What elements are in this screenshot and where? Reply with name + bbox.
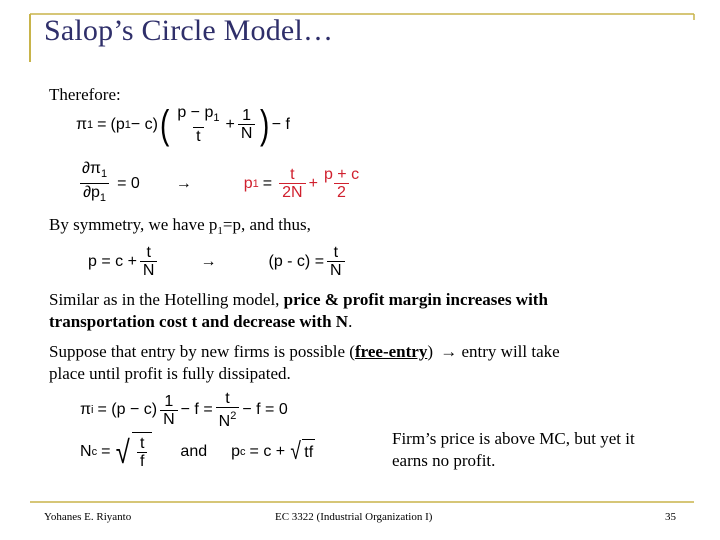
symmetry-post: =p, and thus, (222, 215, 311, 234)
p-superscript: c (240, 446, 246, 458)
frac-denominator: 2N (279, 183, 305, 201)
frac-numerator: t (225, 390, 230, 407)
equation-equilibrium (80, 432, 315, 472)
footer-course: EC 3322 (Industrial Organization I) (275, 511, 433, 523)
p1-subscript: 1 (252, 177, 259, 190)
n-symbol: N (80, 443, 92, 460)
margin-lhs: (p - c) = (268, 252, 325, 270)
frac-den-sup: 2 (230, 410, 237, 422)
fraction-t-over-f (137, 435, 147, 470)
frac-den: N (218, 413, 231, 430)
price-lhs: p = c + (88, 252, 137, 270)
d-den-sub: 1 (99, 192, 106, 204)
symmetry-text (49, 214, 311, 242)
sqrt-tf (289, 439, 315, 465)
d-den: ∂p (83, 184, 100, 201)
minus-c: − c) (130, 115, 158, 133)
frac-numerator: t (290, 166, 295, 183)
frac-denominator: f (137, 452, 147, 470)
n-superscript: c (91, 446, 98, 458)
minus-f-zero: − f = 0 (242, 401, 288, 418)
equation-foc (76, 160, 365, 207)
partial-derivative (79, 160, 110, 207)
fraction-p-plus-c (321, 166, 362, 201)
equals: = (262, 174, 273, 192)
right-paren: ) (260, 102, 270, 147)
pi-subscript: i (91, 404, 94, 416)
therefore-label: Therefore: (49, 85, 121, 104)
arrow-icon: → (440, 342, 458, 361)
entry-pre: Suppose that entry by new firms is possible ( (49, 342, 355, 361)
frac-denominator: N (327, 261, 345, 279)
implies-arrow: → (200, 252, 217, 270)
minus-f-equals: − f = (180, 401, 213, 418)
sqrt-content: tf (302, 439, 315, 465)
hotelling-end: . (348, 312, 353, 331)
frac-num-sub: 1 (213, 112, 220, 124)
p-subscript: 1 (124, 118, 131, 131)
d-num: ∂π (82, 160, 101, 177)
equation-zero-profit (80, 390, 288, 430)
symmetry-sub: 1 (217, 225, 223, 237)
hotelling-paragraph (49, 289, 669, 333)
entry-tail: entry will take (457, 342, 560, 361)
equation-profit (76, 104, 290, 145)
equals: = (101, 443, 111, 460)
d-num-sub: 1 (100, 168, 108, 180)
equals: = (97, 115, 107, 133)
p-symbol: p (231, 443, 241, 460)
frac-numerator: 1 (242, 107, 252, 124)
fraction-t-over-n (140, 244, 158, 279)
note-line-1: Firm’s price is above MC, but yet it (392, 429, 635, 448)
entry-line-2: place until profit is fully dissipated. (49, 364, 291, 383)
frac-denominator: 2 (334, 183, 349, 201)
footer-author: Yohanes E. Riyanto (44, 511, 132, 523)
p1-symbol: p (243, 174, 253, 192)
frac-numerator: t (146, 244, 151, 261)
fraction-one-over-n (160, 393, 178, 428)
equals-zero: = 0 (117, 174, 140, 192)
frac-numerator: 1 (164, 392, 174, 410)
hotelling-bold-2: transportation cost t and decrease with N (49, 312, 349, 331)
left-paren: ( (159, 102, 170, 147)
slide-title: Salop’s Circle Model… (44, 14, 334, 47)
frac-denominator: N (238, 124, 256, 142)
paren-p: (p (110, 115, 125, 133)
frac-denominator: N (140, 261, 158, 279)
frac-numerator: p − p (177, 104, 214, 121)
plus: + (308, 174, 318, 192)
sqrt-t-over-f (114, 432, 152, 472)
frac-numerator: t (333, 244, 339, 261)
and-word: and (180, 443, 208, 460)
fraction-one-over-n (238, 107, 256, 142)
frac-numerator: p + c (323, 166, 360, 183)
fraction-t-over-n-2 (327, 244, 345, 279)
equation-symmetric-price (88, 244, 348, 279)
hotelling-bold-1: price & profit margin increases with (283, 290, 548, 309)
minus-f: − f (271, 115, 290, 133)
radical-icon: √ (116, 434, 131, 470)
implies-arrow: → (175, 174, 192, 192)
firm-price-note (392, 428, 682, 472)
frac-denominator: N (160, 410, 178, 428)
footer-page-number: 35 (665, 511, 676, 523)
hotelling-pre: Similar as in the Hotelling model, (49, 290, 284, 309)
plus: + (225, 115, 235, 133)
radical-icon: √ (290, 438, 301, 465)
fraction-t-over-2n (279, 166, 305, 201)
note-line-2: earns no profit. (392, 451, 496, 470)
symmetry-pre: By symmetry, we have p (49, 215, 218, 234)
pi-subscript: 1 (87, 118, 94, 131)
fraction-t-over-n-squared (216, 390, 240, 430)
frac-numerator: t (139, 435, 145, 452)
fraction-price-diff (174, 104, 222, 145)
equals-c-plus: = c + (249, 443, 286, 460)
free-entry-term: free-entry (354, 342, 428, 361)
entry-post: ) (427, 342, 433, 361)
frac-denominator: t (193, 127, 203, 145)
margin-term: = (p − c) (97, 401, 158, 418)
pi-symbol: π (80, 401, 92, 418)
entry-paragraph (49, 341, 669, 385)
pi-symbol: π (76, 115, 88, 133)
